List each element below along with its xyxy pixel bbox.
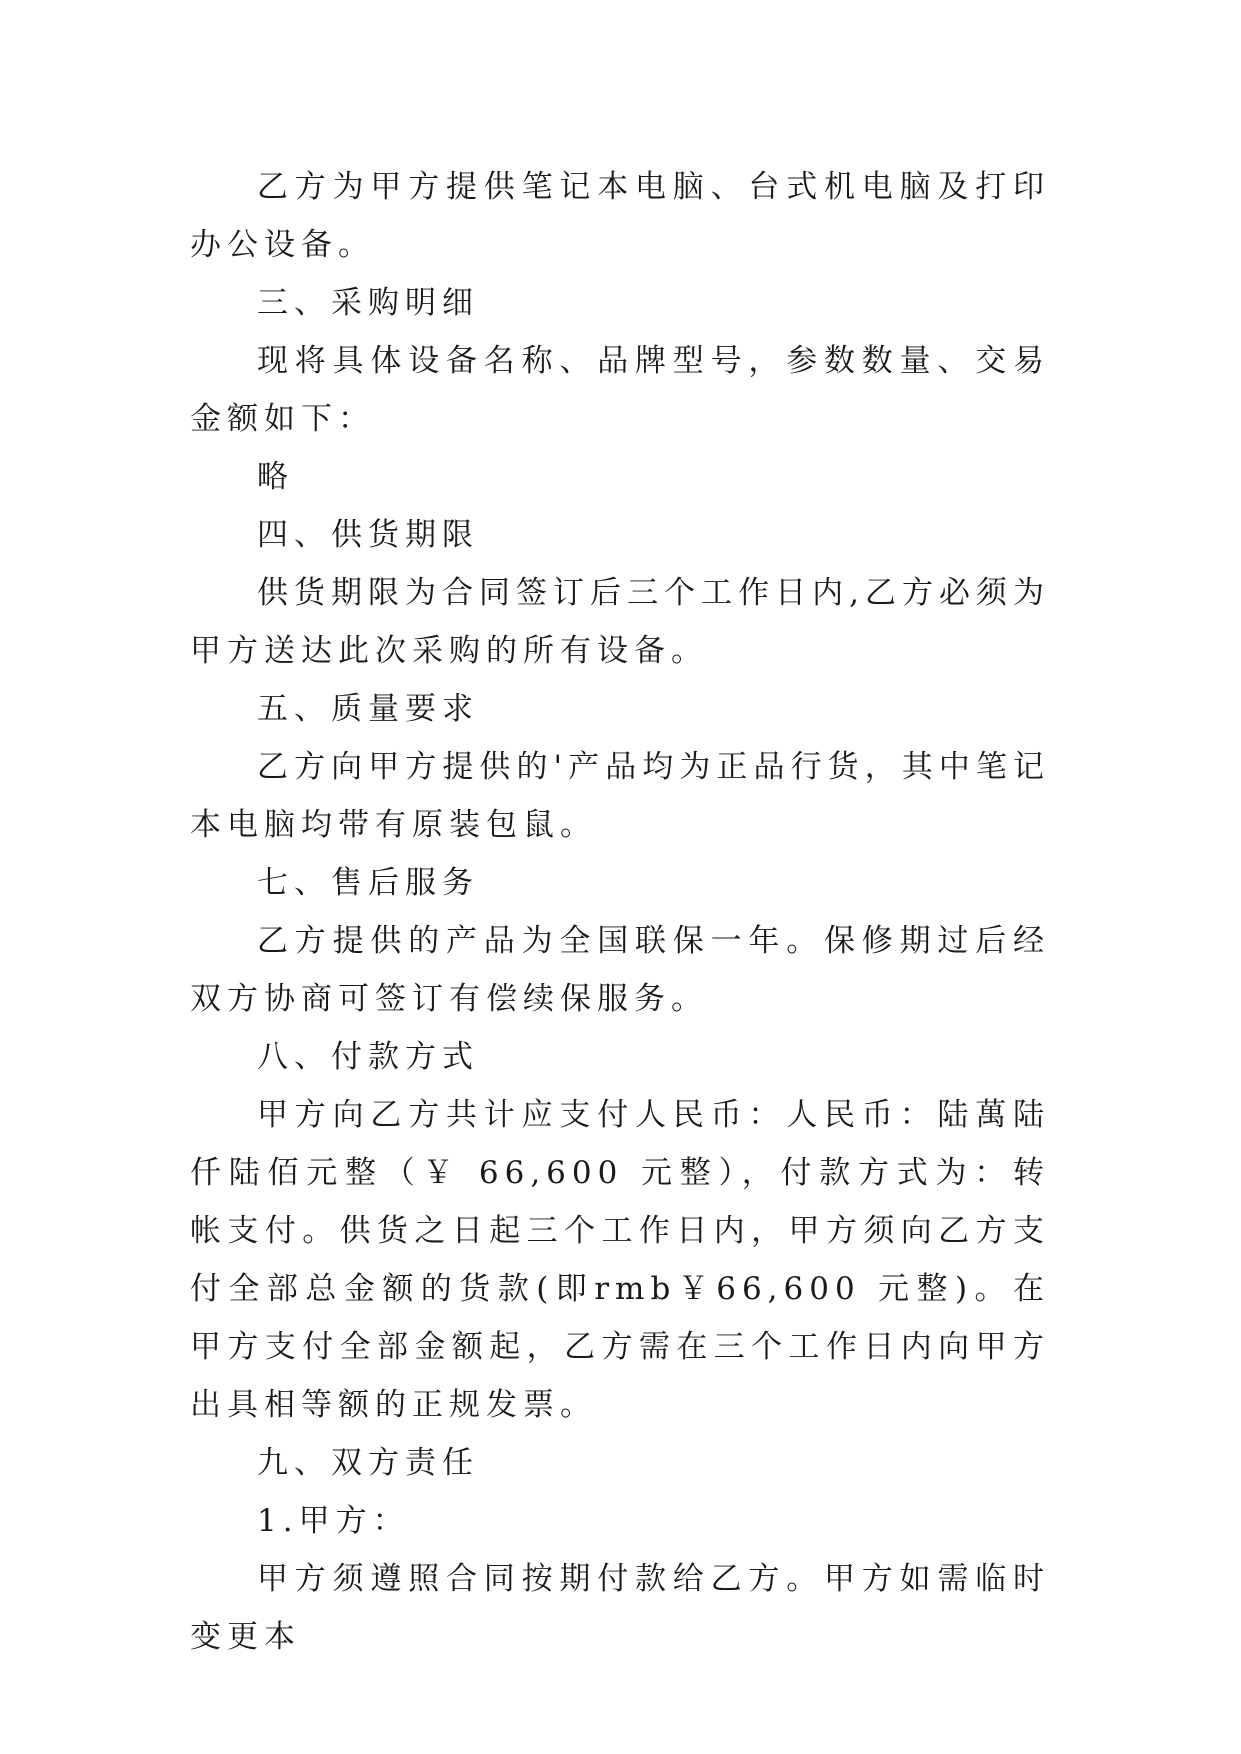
paragraph-omitted: 略 — [257, 459, 294, 495]
heading-responsibilities: 九、双方责任 — [257, 1445, 479, 1481]
heading-delivery-period: 四、供货期限 — [257, 517, 479, 553]
document-body — [190, 158, 1050, 1666]
heading-quality-requirements: 五、质量要求 — [257, 691, 479, 727]
paragraph-after-sales: 乙方提供的产品为全国联保一年。保修期过后经双方协商可签订有偿续保服务。 — [190, 923, 1050, 1017]
paragraph-party-a-duties: 甲方须遵照合同按期付款给乙方。甲方如需临时变更本 — [190, 1561, 1050, 1655]
paragraph-scope: 乙方为甲方提供笔记本电脑、台式机电脑及打印办公设备。 — [190, 169, 1050, 263]
paragraph-delivery-period: 供货期限为合同签订后三个工作日内,乙方必须为甲方送达此次采购的所有设备。 — [190, 575, 1050, 669]
paragraph-procurement-intro: 现将具体设备名称、品牌型号，参数数量、交易金额如下： — [190, 343, 1050, 437]
heading-after-sales: 七、售后服务 — [257, 865, 479, 901]
heading-procurement-details: 三、采购明细 — [257, 285, 479, 321]
paragraph-payment-method: 甲方向乙方共计应支付人民币：人民币：陆萬陆仟陆佰元整（￥ 66,600 元整），付款方式为：转帐支付。供货之日起三个工作日内，甲方须向乙方支付全部总金额的货款(即rmb￥66,600 元整)。在甲方支付全部金额起，乙方需在三个工作日内向甲方出具相等额的正规发票。 — [190, 1097, 1050, 1423]
subheading-party-a: 1.甲方： — [257, 1503, 410, 1539]
paragraph-quality-requirements: 乙方向甲方提供的'产品均为正品行货，其中笔记本电脑均带有原装包鼠。 — [190, 749, 1050, 843]
heading-payment-method: 八、付款方式 — [257, 1039, 479, 1075]
